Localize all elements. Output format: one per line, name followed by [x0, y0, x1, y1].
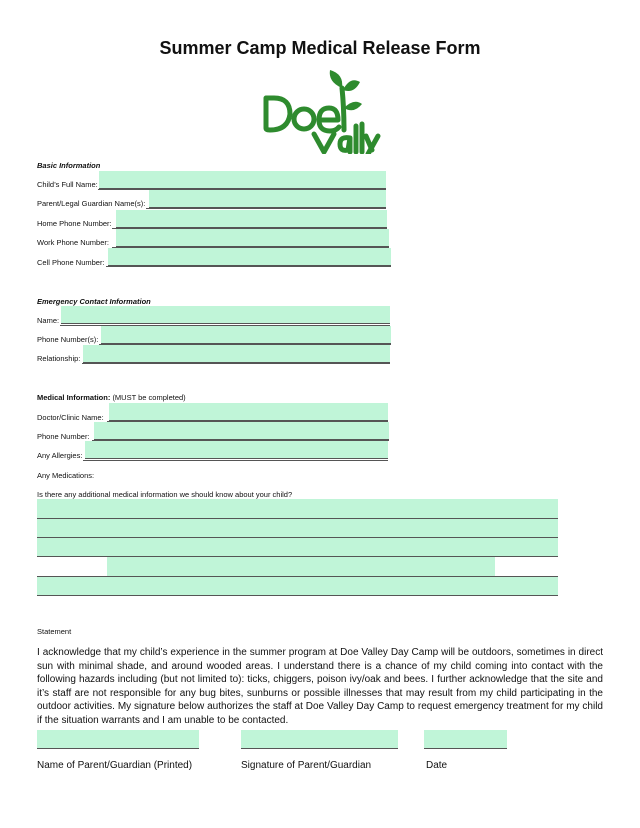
additional-info-field-extra: [107, 557, 495, 577]
additional-info-gap-right: [495, 557, 558, 576]
allergies-field[interactable]: [85, 441, 388, 459]
statement-text: I acknowledge that my child’s experience in the summer program at Doe Valley Day Camp will be outdoors, sometimes in direct sun with minimal shade, and around wooded areas. I understand there is a chance of my child coming into contact with the following hazards including (but not limited to): ticks, chiggers, poison ivy/oak and bees. I further acknowledge that the site and it’s staff are not responsible for any bug bites, sunburns or possible illnesses that may result from my child participating in the outdoor activities. My signature below authorizes the staff at Doe Valley Day Camp to request emergency treatment for my child if the situation warrants and I am unable to be contacted.: [37, 647, 603, 726]
printed-name-label: Name of Parent/Guardian (Printed): [37, 760, 193, 771]
statement-heading: Statement: [37, 627, 72, 636]
date-label: Date: [426, 760, 448, 771]
cell-phone-field[interactable]: [108, 248, 391, 266]
additional-info-line-3: [37, 556, 558, 557]
cell-phone-line: [106, 266, 391, 267]
doe-valley-logo: [258, 68, 382, 154]
work-phone-field[interactable]: [116, 229, 389, 247]
additional-info-gap-left: [37, 557, 107, 576]
doctor-field[interactable]: [109, 403, 388, 421]
home-phone-label: Home Phone Number:: [37, 219, 112, 228]
emergency-contact-heading: Emergency Contact Information: [37, 297, 151, 306]
work-phone-label: Work Phone Number:: [37, 238, 109, 247]
signature-field[interactable]: [241, 730, 398, 749]
emergency-name-field[interactable]: [61, 306, 390, 324]
printed-name-field[interactable]: [37, 730, 199, 749]
child-name-field[interactable]: [99, 171, 386, 189]
allergies-line: [83, 460, 388, 461]
medications-label: Any Medications:: [37, 471, 95, 480]
emergency-phone-label: Phone Number(s):: [37, 335, 99, 344]
relationship-field[interactable]: [83, 345, 390, 363]
doctor-label: Doctor/Clinic Name:: [37, 413, 104, 422]
additional-info-field-bottom[interactable]: [37, 576, 558, 596]
page-title: Summer Camp Medical Release Form: [159, 38, 481, 58]
medical-phone-label: Phone Number:: [37, 432, 90, 441]
additional-info-question: Is there any additional medical information we should know about your child?: [37, 490, 293, 499]
home-phone-field[interactable]: [116, 210, 387, 228]
medical-heading-text: Medical Information:: [37, 393, 111, 402]
signature-label: Signature of Parent/Guardian: [241, 760, 372, 771]
medical-information-heading: [37, 393, 186, 402]
guardian-names-field[interactable]: [149, 190, 386, 208]
guardian-names-label: Parent/Legal Guardian Name(s):: [37, 199, 146, 208]
date-field[interactable]: [424, 730, 507, 749]
emergency-name-label: Name:: [37, 316, 60, 325]
additional-info-line-1: [37, 518, 558, 519]
medical-phone-field[interactable]: [94, 422, 389, 440]
allergies-label: Any Allergies:: [37, 451, 83, 460]
emergency-phone-field[interactable]: [101, 326, 391, 344]
medical-heading-note: (MUST be completed): [112, 393, 186, 402]
additional-info-line-4: [37, 576, 558, 577]
additional-info-line-5: [37, 595, 558, 596]
basic-information-heading: Basic Information: [37, 161, 101, 170]
relationship-label: Relationship:: [37, 354, 81, 363]
guardian-names-line: [146, 208, 386, 209]
relationship-line: [82, 363, 390, 364]
cell-phone-label: Cell Phone Number:: [37, 258, 105, 267]
additional-info-line-2: [37, 537, 558, 538]
child-name-label: Child’s Full Name:: [37, 180, 98, 189]
